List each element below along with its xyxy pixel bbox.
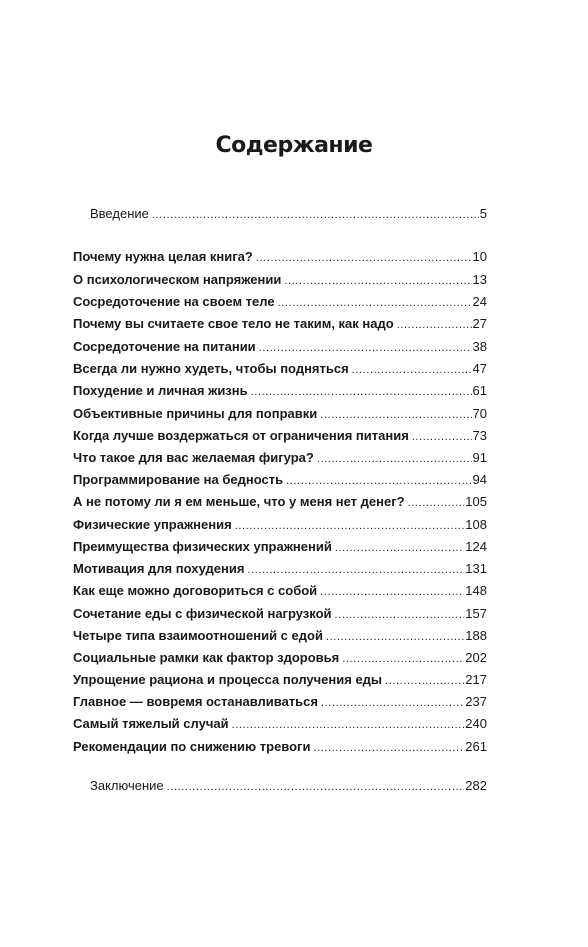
toc-dot-leader xyxy=(352,360,472,380)
toc-entry-title: Объективные причины для поправки xyxy=(73,406,318,421)
toc-dot-leader xyxy=(321,693,464,713)
toc-entry xyxy=(73,581,487,601)
toc-page-number: 148 xyxy=(465,583,487,598)
toc-dot-leader xyxy=(342,649,464,669)
toc-entry-title: Сосредоточение на своем теле xyxy=(73,294,275,309)
toc-page-number: 91 xyxy=(472,450,487,465)
toc-page-number: 202 xyxy=(465,650,487,665)
toc-entry xyxy=(73,737,487,757)
toc-entry-title: Программирование на бедность xyxy=(73,472,284,487)
toc-page-number: 61 xyxy=(472,383,487,398)
toc-dot-leader xyxy=(313,738,464,758)
toc-dot-leader xyxy=(412,427,472,447)
toc-dot-leader xyxy=(251,382,472,402)
toc-entry-title: Самый тяжелый случай xyxy=(73,716,229,731)
toc-entry xyxy=(73,247,487,267)
toc-entry-title: О психологическом напряжении xyxy=(73,272,282,287)
toc-page-number: 237 xyxy=(465,694,487,709)
toc-dot-leader xyxy=(320,582,464,602)
toc-entry xyxy=(73,648,487,668)
toc-page-number: 261 xyxy=(465,739,487,754)
toc-entry xyxy=(73,314,487,334)
toc-entry xyxy=(73,626,487,646)
toc-entry xyxy=(73,448,487,468)
toc-entry-title: Рекомендации по снижению тревоги xyxy=(73,739,311,754)
toc-page-number: 27 xyxy=(472,316,487,331)
toc-dot-leader xyxy=(256,248,472,268)
toc-entry xyxy=(73,359,487,379)
toc-entry-intro xyxy=(90,204,487,224)
toc-dot-leader xyxy=(317,449,472,469)
toc-entry xyxy=(73,470,487,490)
toc-page-number: 94 xyxy=(472,472,487,487)
toc-page-number: 157 xyxy=(465,606,487,621)
toc-page-number: 70 xyxy=(472,406,487,421)
toc-entry-title: Сочетание еды с физической нагрузкой xyxy=(73,606,332,621)
toc-entry-title: Упрощение рациона и процесса получения еды xyxy=(73,672,383,687)
toc-entry xyxy=(73,714,487,734)
toc-dot-leader xyxy=(278,293,472,313)
toc-entry-title: Как еще можно договориться с собой xyxy=(73,583,318,598)
toc-entry xyxy=(73,604,487,624)
toc-entry-title: Физические упражнения xyxy=(73,517,232,532)
toc-dot-leader xyxy=(284,271,471,291)
toc-entry xyxy=(73,515,487,535)
toc-dot-leader xyxy=(408,493,465,513)
page-title: Содержание xyxy=(215,133,373,158)
toc-entry-conclusion xyxy=(90,776,487,796)
toc-dot-leader xyxy=(232,715,465,735)
toc-dot-leader xyxy=(326,627,464,647)
toc-page-number: 5 xyxy=(479,206,487,221)
toc-entry-title: Преимущества физических упражнений xyxy=(73,539,332,554)
toc-entry-title: Сосредоточение на питании xyxy=(73,339,256,354)
toc-entry xyxy=(73,670,487,690)
toc-dot-leader xyxy=(335,605,465,625)
toc-entry-title: Социальные рамки как фактор здоровья xyxy=(73,650,340,665)
toc-entry xyxy=(73,381,487,401)
toc-entry-title: Почему нужна целая книга? xyxy=(73,249,253,264)
toc-page-number: 124 xyxy=(465,539,487,554)
toc-entry-title: Главное — вовремя останавливаться xyxy=(73,694,318,709)
toc-page-number: 217 xyxy=(465,672,487,687)
toc-entry xyxy=(73,292,487,312)
toc-page-number: 38 xyxy=(472,339,487,354)
toc-entry xyxy=(73,537,487,557)
toc-dot-leader xyxy=(235,516,465,536)
toc-dot-leader xyxy=(286,471,471,491)
toc-entry-title: Почему вы считаете свое тело не таким, как надо xyxy=(73,316,394,331)
toc-entry xyxy=(73,559,487,579)
toc-page-number: 108 xyxy=(465,517,487,532)
toc-dot-leader xyxy=(259,338,472,358)
toc-entry-title: Заключение xyxy=(90,778,164,793)
toc-page-number: 240 xyxy=(465,716,487,731)
toc-entry xyxy=(73,270,487,290)
toc-page-number: 105 xyxy=(465,494,487,509)
toc-dot-leader xyxy=(385,671,464,691)
toc-entry-title: Всегда ли нужно худеть, чтобы подняться xyxy=(73,361,349,376)
toc-page-number: 24 xyxy=(472,294,487,309)
toc-dot-leader xyxy=(152,205,479,225)
toc-page-number: 282 xyxy=(465,778,487,793)
toc-entry-title: Что такое для вас желаемая фигура? xyxy=(73,450,314,465)
toc-entry-title: Введение xyxy=(90,206,149,221)
toc-entry-title: Похудение и личная жизнь xyxy=(73,383,248,398)
toc-dot-leader xyxy=(167,777,465,797)
toc-dot-leader xyxy=(247,560,464,580)
toc-entry xyxy=(73,404,487,424)
toc-entry xyxy=(73,337,487,357)
toc-page-number: 131 xyxy=(465,561,487,576)
toc-page-number: 10 xyxy=(472,249,487,264)
toc-dot-leader xyxy=(335,538,464,558)
toc-entry xyxy=(73,492,487,512)
toc-entry-title: Когда лучше воздержаться от ограничения питания xyxy=(73,428,409,443)
toc-dot-leader xyxy=(320,405,471,425)
toc-page-number: 47 xyxy=(472,361,487,376)
toc-entry-title: Мотивация для похудения xyxy=(73,561,245,576)
toc-entry-title: А не потому ли я ем меньше, что у меня нет денег? xyxy=(73,494,405,509)
toc-entry-title: Четыре типа взаимоотношений с едой xyxy=(73,628,323,643)
toc-page-number: 73 xyxy=(472,428,487,443)
toc-dot-leader xyxy=(397,315,472,335)
toc-entry xyxy=(73,692,487,712)
toc-entry xyxy=(73,426,487,446)
toc-page-number: 13 xyxy=(472,272,487,287)
toc-page-number: 188 xyxy=(465,628,487,643)
